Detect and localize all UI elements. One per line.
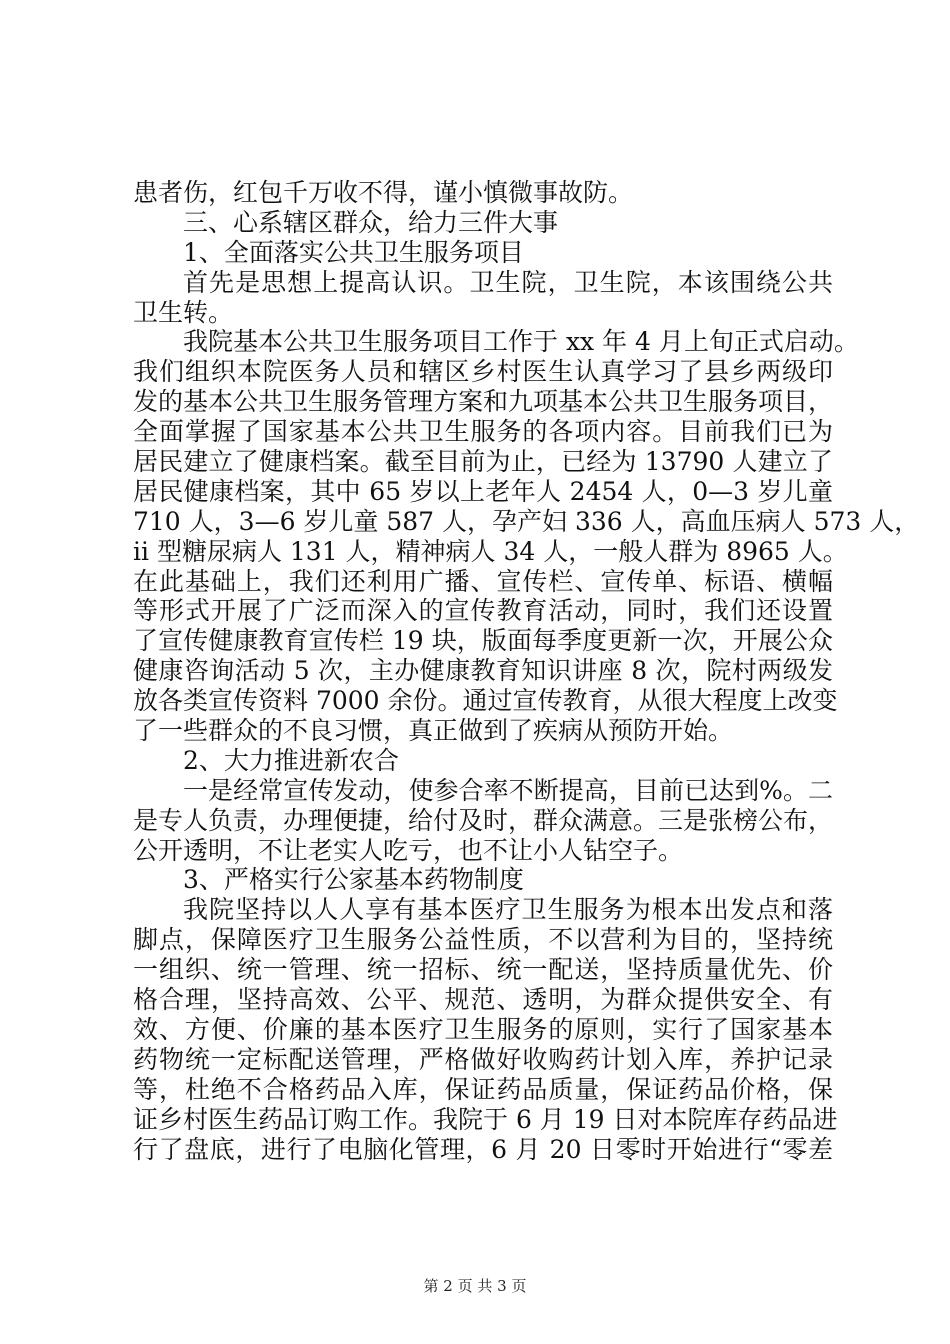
text-line: 居民健康档案，其中 65 岁以上老年人 2454 人，0—3 岁儿童 <box>133 476 833 506</box>
text-line: 是专人负责，办理便捷，给付及时，群众满意。三是张榜公布， <box>133 805 834 835</box>
text-line: 我院基本公共卫生服务项目工作于 xx 年 4 月上旬正式启动。 <box>183 327 859 357</box>
text-line: 首先是思想上提高认识。卫生院，卫生院，本该围绕公共 <box>183 267 833 297</box>
text-line: 居民建立了健康档案。截至目前为止，已经为 13790 人建立了 <box>133 447 833 477</box>
text-line: 效、方便、价廉的基本医疗卫生服务的原则，实行了国家基本 <box>133 1014 833 1044</box>
text-line: 卫生转。 <box>133 297 234 327</box>
text-line: 等形式开展了广泛而深入的宣传教育活动，同时，我们还设置 <box>133 596 833 626</box>
text-line: 脚点，保障医疗卫生服务公益性质，不以营利为目的，坚持统 <box>133 925 833 955</box>
text-line: 三、心系辖区群众，给力三件大事 <box>183 207 559 237</box>
text-line: 公开透明，不让老实人吃亏，也不让小人钻空子。 <box>133 835 684 865</box>
text-line: 了宣传健康教育宣传栏 19 块，版面每季度更新一次，开展公众 <box>133 626 833 656</box>
text-line: 患者伤，红包千万收不得，谨小慎微事故防。 <box>133 178 634 207</box>
text-line: 一组织、统一管理、统一招标、统一配送，坚持质量优先、价 <box>133 955 833 985</box>
text-line: 行了盘底，进行了电脑化管理，6 月 20 日零时开始进行“零差 <box>133 1134 833 1164</box>
text-line: 格合理，坚持高效、公平、规范、透明，为群众提供安全、有 <box>133 985 833 1015</box>
text-line: 放各类宣传资料 7000 余份。通过宣传教育，从很大程度上改变 <box>133 686 838 716</box>
text-line: 了一些群众的不良习惯，真正做到了疾病从预防开始。 <box>133 716 734 746</box>
text-line: 2、大力推进新农合 <box>183 745 399 775</box>
text-line: 药物统一定标配送管理，严格做好收购药计划入库，养护记录 <box>133 1044 833 1074</box>
text-line: ii 型糖尿病人 131 人，精神病人 34 人，一般人群为 8965 人。 <box>133 536 848 566</box>
text-line: 证乡村医生药品订购工作。我院于 6 月 19 日对本院库存药品进 <box>133 1104 838 1134</box>
text-line: 3、严格实行公家基本药物制度 <box>183 865 524 895</box>
text-line: 等，杜绝不合格药品入库，保证药品质量，保证药品价格，保 <box>133 1074 833 1104</box>
text-line: 710 人，3—6 岁儿童 587 人，孕产妇 336 人，高血压病人 573 人， <box>133 506 920 536</box>
text-line: 全面掌握了国家基本公共卫生服务的各项内容。目前我们已为 <box>133 417 833 447</box>
text-line: 一是经常宣传发动，使参合率不断提高，目前已达到%。二 <box>183 775 833 805</box>
text-line: 发的基本公共卫生服务管理方案和九项基本公共卫生服务项目， <box>133 387 834 417</box>
text-line: 1、全面落实公共卫生服务项目 <box>183 237 524 267</box>
text-line: 我们组织本院医务人员和辖区乡村医生认真学习了县乡两级印 <box>133 357 833 387</box>
document-body <box>133 178 920 1164</box>
text-line: 在此基础上，我们还利用广播、宣传栏、宣传单、标语、横幅 <box>133 566 833 596</box>
text-line: 我院坚持以人人享有基本医疗卫生服务为根本出发点和落 <box>183 895 833 925</box>
text-line: 健康咨询活动 5 次，主办健康教育知识讲座 8 次，院村两级发 <box>133 656 833 686</box>
page-footer: 第 2 页 共 3 页 <box>423 1277 527 1295</box>
